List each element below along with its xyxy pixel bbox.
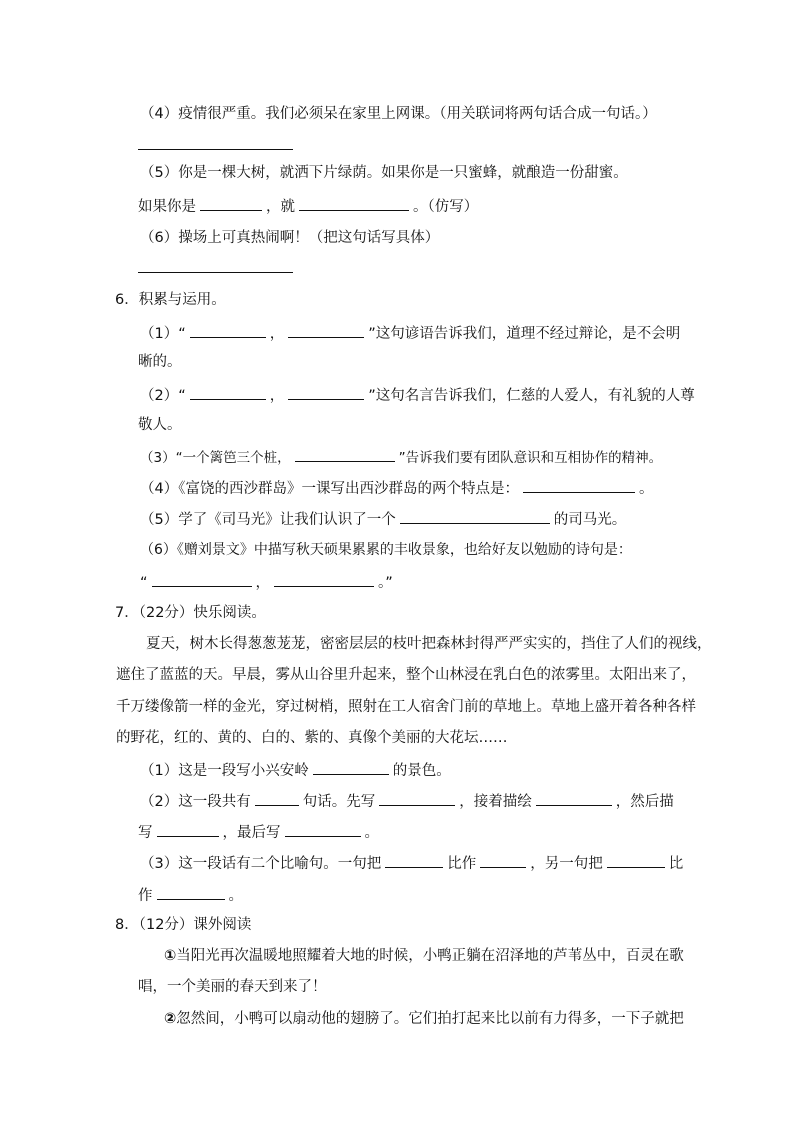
q6-item4 [140, 477, 653, 499]
q7-sub2-f: ，最后写 [222, 825, 281, 841]
q7-heading: 7．（22分）快乐阅读。 [115, 605, 266, 621]
answer-blank[interactable] [274, 571, 374, 587]
q7-sub3-e: 作 [138, 888, 153, 904]
q6-item3-rest: ”告诉我们要有团队意识和互相协作的精神。 [398, 450, 663, 466]
answer-line-q5-4[interactable] [138, 149, 293, 150]
q6-item6-fill [140, 571, 393, 593]
answer-blank[interactable] [400, 508, 550, 524]
answer-blank[interactable] [288, 384, 364, 400]
answer-blank[interactable] [607, 852, 665, 868]
q7-sub1-end: 的景色。 [392, 763, 451, 779]
q7-sub2-a: （2）这一段共有 [140, 794, 251, 810]
q7-sub3-cont [138, 884, 243, 906]
answer-blank[interactable] [379, 790, 455, 806]
paragraph-number: ② [164, 1011, 177, 1027]
q6-item3-open: （3）“一个篱笆三个桩， [140, 450, 291, 466]
q5-item5-suffix: 。（仿写） [413, 199, 479, 215]
q6-item6-open: “ [140, 575, 148, 591]
q7-sub1-text: （1）这是一段写小兴安岭 [140, 763, 309, 779]
q6-item6: （6）《赠刘景文》中描写秋天硕果累累的丰收景象，也给好友以勉励的诗句是： [140, 542, 632, 558]
q7-passage-line-1: 夏天，树木长得葱葱茏茏，密密层层的枝叶把森林封得严严实实的，挡住了人们的视线， [146, 636, 712, 652]
q6-item1-comma: ， [269, 326, 285, 342]
answer-blank[interactable] [285, 821, 361, 837]
q5-item5: （5）你是一棵大树，就洒下片绿荫。如果你是一只蜜蜂，就酿造一份甜蜜。 [140, 165, 628, 181]
answer-blank[interactable] [295, 446, 395, 462]
q5-item6: （6）操场上可真热闹啊！（把这句话写具体） [140, 230, 440, 246]
q7-sub3-d: 比 [668, 856, 684, 872]
q5-item4: （4）疫情很严重。我们必须呆在家里上网课。（用关联词将两句话合成一句话。） [140, 106, 657, 122]
q7-passage-line-4: 的野花，红的、黄的、白的、紫的、真像个美丽的大花坛…… [116, 730, 508, 746]
q8-paragraph-2-text: 忽然间，小鸭可以扇动他的翅膀了。它们拍打起来比以前有力得多，一下子就把 [176, 1011, 684, 1027]
q6-item5 [140, 508, 626, 530]
q6-item5-text: （5）学了《司马光》让我们认识了一个 [140, 512, 396, 528]
q7-sub2-c: ，接着描绘 [459, 794, 532, 810]
q6-item2-cont: 敬人。 [138, 417, 182, 433]
paragraph-number: ① [164, 948, 177, 964]
answer-blank[interactable] [385, 852, 443, 868]
q7-sub2-b: 句话。先写 [302, 794, 376, 810]
q6-item2-comma: ， [269, 388, 285, 404]
q6-item6-close: 。” [378, 575, 393, 591]
q7-sub2-g: 。 [364, 825, 379, 841]
q6-item1-open: （1）“ [140, 326, 186, 342]
q8-paragraph-2 [164, 1009, 684, 1029]
q5-item5-prefix: 如果你是 [138, 199, 196, 215]
answer-blank[interactable] [536, 790, 612, 806]
answer-blank[interactable] [523, 477, 635, 493]
q7-sub3-b: 比作 [447, 856, 477, 872]
answer-blank[interactable] [313, 759, 389, 775]
q6-heading: 6．积累与运用。 [115, 292, 226, 308]
q7-passage-line-3: 千万缕像箭一样的金光，穿过树梢，照射在工人宿舍门前的草地上。草地上盛开着各种各样 [116, 699, 696, 715]
answer-blank[interactable] [157, 884, 225, 900]
q6-item4-end: 。 [638, 481, 654, 497]
q8-paragraph-1 [164, 946, 684, 966]
q7-sub3 [140, 852, 683, 874]
q6-item4-text: （4）《富饶的西沙群岛》一课写出西沙群岛的两个特点是： [140, 481, 519, 497]
answer-blank[interactable] [152, 571, 252, 587]
q6-item2 [140, 384, 695, 406]
q7-sub3-f: 。 [228, 888, 243, 904]
q6-item2-open: （2）“ [140, 388, 186, 404]
q6-item6-comma: ， [255, 575, 271, 591]
answer-blank[interactable] [255, 790, 299, 806]
q6-item1 [140, 322, 680, 344]
q7-sub2-cont [138, 821, 379, 843]
q6-item1-rest: ”这句谚语告诉我们，道理不经过辩论，是不会明 [368, 326, 681, 342]
q7-sub3-c: ，另一句把 [530, 856, 603, 872]
q7-sub3-a: （3）这一段话有二个比喻句。一句把 [140, 856, 382, 872]
q6-item1-cont: 晰的。 [138, 354, 182, 370]
q8-paragraph-1-text: 当阳光再次温暖地照耀着大地的时候，小鸭正躺在沼泽地的芦苇丛中，百灵在歌 [176, 948, 684, 964]
answer-blank[interactable] [288, 322, 364, 338]
q7-sub2 [140, 790, 674, 812]
q5-item5-mid: ，就 [266, 199, 295, 215]
answer-blank[interactable] [190, 384, 266, 400]
q8-heading: 8．（12分）课外阅读 [115, 917, 252, 933]
answer-line-q5-6[interactable] [138, 272, 293, 273]
q8-paragraph-1-cont: 唱，一个美丽的春天到来了！ [138, 979, 327, 995]
q7-sub2-d: ，然后描 [615, 794, 674, 810]
q7-sub1 [140, 759, 451, 781]
q6-item5-end: 的司马光。 [553, 512, 627, 528]
answer-blank[interactable] [157, 821, 219, 837]
q6-item2-rest: ”这句名言告诉我们，仁慈的人爱人，有礼貌的人尊 [368, 388, 695, 404]
q7-sub2-e: 写 [138, 825, 153, 841]
q6-item3 [140, 446, 662, 468]
answer-blank[interactable] [480, 852, 526, 868]
answer-blank[interactable] [299, 195, 409, 211]
q5-item5-fill [138, 195, 478, 217]
answer-blank[interactable] [190, 322, 266, 338]
q7-passage-line-2: 遮住了蓝蓝的天。早晨，雾从山谷里升起来，整个山林浸在乳白色的浓雾里。太阳出来了， [116, 667, 696, 683]
answer-blank[interactable] [200, 195, 262, 211]
